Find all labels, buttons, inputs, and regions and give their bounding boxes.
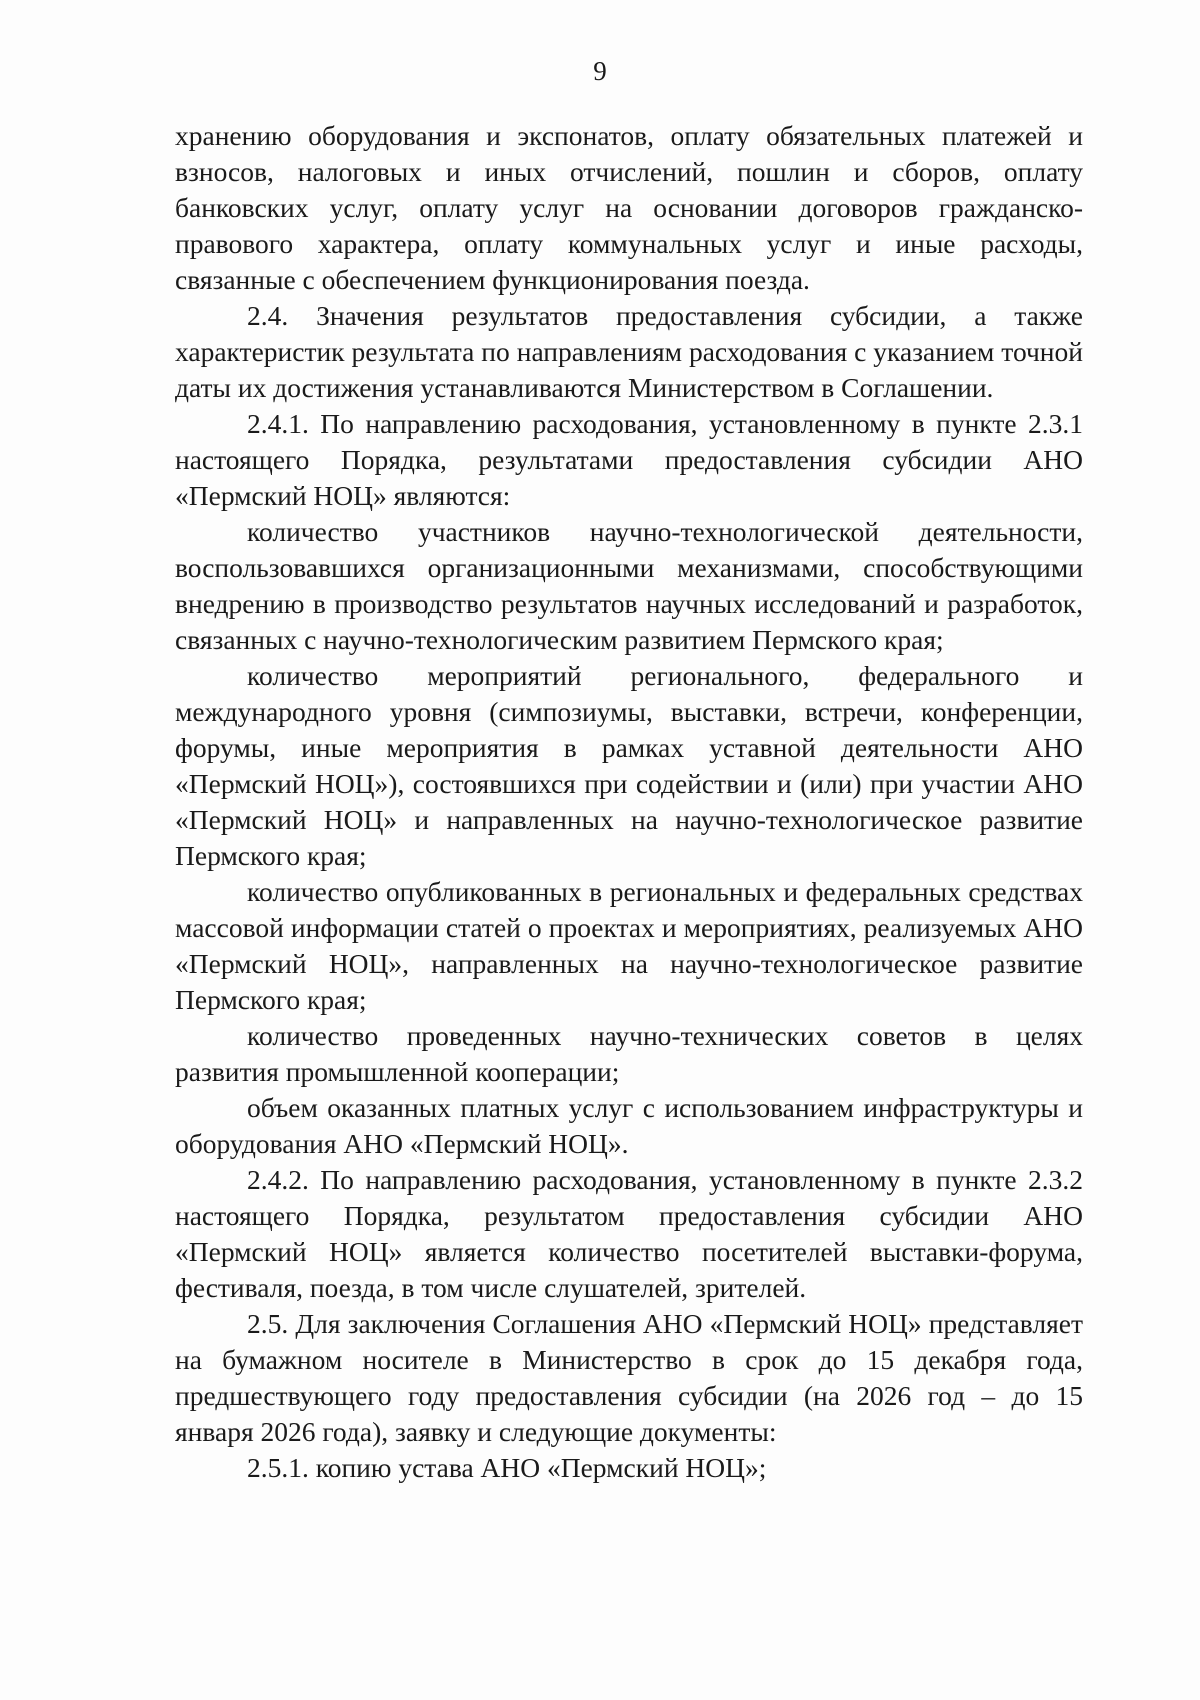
list-item-participants: количество участников научно-технологической деятельности, воспользовавшихся организационными механизмами, способствующими внедрению в производство результатов научных исследований и разработок, связанных с научно-технологическим развитием Пермского края;: [175, 516, 1083, 655]
paragraph-2-5-1: 2.5.1. копию устава АНО «Пермский НОЦ»;: [247, 1452, 767, 1483]
paragraph-2-4-1: 2.4.1. По направлению расходования, установленному в пункте 2.3.1 настоящего Порядка, результатами предоставления субсидии АНО «Пермский НОЦ» являются:: [175, 408, 1083, 511]
paragraph-2-4-2: 2.4.2. По направлению расходования, установленному в пункте 2.3.2 настоящего Порядка, результатом предоставления субсидии АНО «Пермский НОЦ» является количество посетителей выставки-форума, фестиваля, поезда, в том числе слушателей, зрителей.: [175, 1164, 1083, 1303]
paragraph-2-5: 2.5. Для заключения Соглашения АНО «Пермский НОЦ» представляет на бумажном носителе в Министерство в срок до 15 декабря года, предшествующего году предоставления субсидии (на 2026 год – до 15 января 2026 года), заявку и следующие документы:: [175, 1308, 1083, 1447]
document-body: [175, 118, 1083, 1486]
list-item-paid-services: объем оказанных платных услуг с использованием инфраструктуры и оборудования АНО «Пермский НОЦ».: [175, 1092, 1083, 1159]
page-number: 9: [593, 56, 607, 86]
list-item-councils: количество проведенных научно-технических советов в целях развития промышленной кооперации;: [175, 1020, 1083, 1087]
list-item-publications: количество опубликованных в региональных и федеральных средствах массовой информации статей о проектах и мероприятиях, реализуемых АНО «Пермский НОЦ», направленных на научно-технологическое развитие Пермского края;: [175, 876, 1083, 1015]
paragraph-2-4: 2.4. Значения результатов предоставления субсидии, а также характеристик результата по направлениям расходования с указанием точной даты их достижения устанавливаются Министерством в Соглашении.: [175, 300, 1083, 403]
paragraph-continuation: хранению оборудования и экспонатов, оплату обязательных платежей и взносов, налоговых и иных отчислений, пошлин и сборов, оплату банковских услуг, оплату услуг на основании договоров гражданско-правового характера, оплату коммунальных услуг и иные расходы, связанные с обеспечением функционирования поезда.: [175, 120, 1083, 295]
list-item-events: количество мероприятий регионального, федерального и международного уровня (симпозиумы, выставки, встречи, конференции, форумы, иные мероприятия в рамках уставной деятельности АНО «Пермский НОЦ»), состоявшихся при содействии и (или) при участии АНО «Пермский НОЦ» и направленных на научно-технологическое развитие Пермского края;: [175, 660, 1083, 871]
